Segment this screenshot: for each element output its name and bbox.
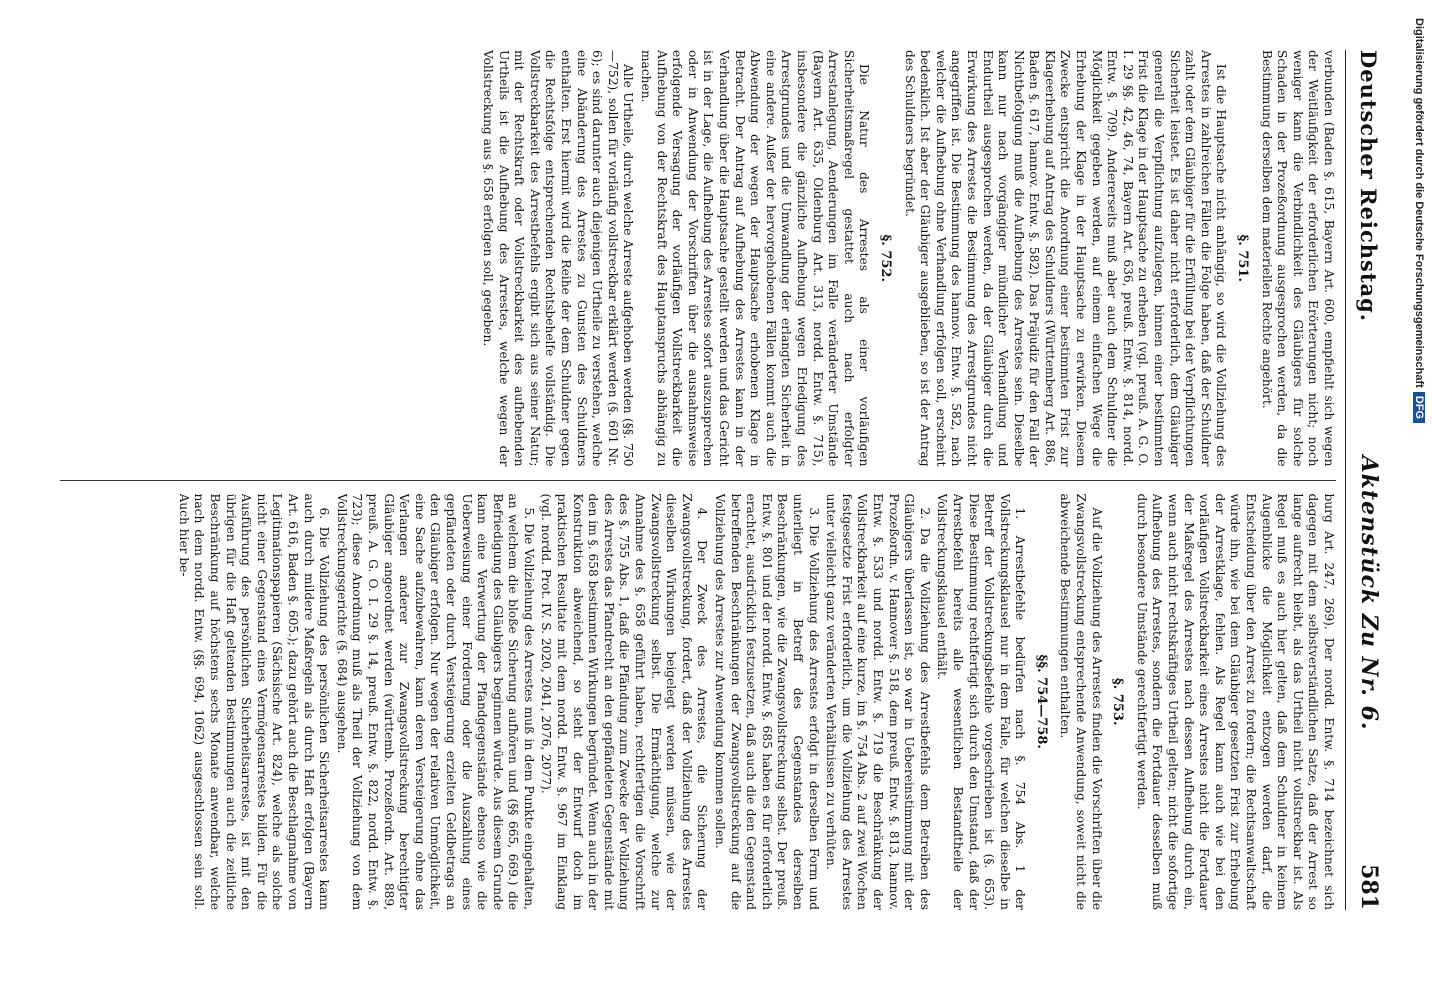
paragraph: burg Art. 247, 269). Der nordd. Entw. §. 714 bezeichnet sich dagegen mit dem selbstverständlichen Satze, daß der Arrest so lange aufrecht bleibt, als das Urtheil nicht vollstreckbar ist. Als Regel muß es auch hier gelten, daß dem Schuldner in keinem Augenblicke die Möglichkeit entzogen werden darf, die Entscheidung über den Arrest zu fordern; die Rechtsanwaltschaft würde ihn, wie bei dem Gläubiger gesetzten Frist zur Erhebung der Arrestklage, fehlen. Als Regel kann auch wie bei den vorläufigen Vollstreckbarkeit eines Arrestes nicht die Fortdauer der Maßregel des Arrestes nach dessen Aufhebung durch ein, wenn auch nicht rechtskräftiges Urtheil gelten; nicht die sofortige Aufhebung des Arrestes, sondern die Fortdauer desselben muß durch besondere Umstände gerechtfertigt werden. [1134, 493, 1336, 910]
dfg-watermark [1410, 18, 1430, 898]
watermark-text [1413, 18, 1425, 423]
section-heading: §. 751. [1235, 234, 1251, 282]
journal-title: Deutscher Reichstag. [1356, 50, 1382, 323]
paragraph: 4. Der Zweck des Arrestes, die Sicherung der Zwangsvollstreckung, fordert, daß der Vollziehung des Arrestes dieselben Wirkungen beigelegt werden müssen, wie der Zwangsvollstreckung selbst. Die Ermächtigung, welche zur Annahme des §. 658 geführt haben, rechtfertigen die Vorschrift des §. 755 Abs. 1, daß die Pfändung zum Zwecke der Vollziehung des Arrestes das Pfandrecht an den gepfändeten Gegenstände mit den im §. 658 bestimmten Wirkungen begründet. Wenn auch in der Konstruktion abweichend, so steht der Entwurf doch im praktischen Resultate mit dem nordd. Entw. §. 967 im Einklang (vgl. nordd. Prot. IV. S. 2020, 2041, 2076, 2077). [539, 493, 710, 910]
text-columns [60, 50, 1336, 910]
page-number: 581 [1356, 864, 1382, 910]
paragraph: 3. Die Vollziehung des Arrestes erfolgt in derselben Form und unterliegt in Betreff des Gegenstandes derselben Beschränkungen, wie die Zwangsvollstreckung selbst. Der preuß. Entw. §. 801 und der nordd. Entw. §. 685 haben es für erforderlich erachtet, ausdrücklich festzusetzen, daß auch die den Gegenstand betreffenden Beschränkungen der Zwangsvollstreckung auf die Vollziehung des Arrestes zur Anwendung kommen sollen. [713, 493, 821, 910]
paragraph: Alle Urtheile, durch welche Arreste aufgehoben werden (§§. 750—752), sollen für vorläufig vollstreckbar erklärt werden (§. 601 Nr. 6); es sind darunter auch diejenigen Urtheile zu verstehen, welche eine Abänderung des Arrestes zu Gunsten des Schuldners enthalten. Erst hiermit wird die Reihe der dem Schuldner gegen die Rechtsfolge entsprechenden Rechtsbehelfe vollständig. Die Vollstreckbarkeit des Arrestbefehls ergibt sich aus seiner Natur; mit der Rechtskraft oder Vollstreckbarkeit des aufhebenden Urtheils ist die Aufhebung des Arrestes, welche wegen der Vollstreckung aus §. 658 erfolgen soll, gegeben. [481, 50, 636, 467]
section-heading: §§. 754—758. [1033, 654, 1049, 749]
paragraph: Ist die Hauptsache nicht anhängig, so wird die Vollziehung des Arrestes in zahlreichen Fällen die Folge haben, daß der Schuldner zahlt oder dem Gläubiger für die Erfüllung bei der Verpflichtungen Sicherheit leistet. Es ist daher nicht erforderlich, dem Gläubiger generell die Verpflichtung aufzulegen, binnen einer bestimmten Frist die Klage in der Hauptsache zu erheben (vgl. preuß. A. G. O. I. 29 §§. 42, 46, 74, Bayern Art. 636, preuß. Entw. §. 814, nordd. Entw. §. 709). Andererseits muß aber auch dem Schuldner die Möglichkeit gegeben werden, auf einem einfachen Wege die Erhebung der Klage in der Hauptsache zu erwirken. Diesem Zwecke entspricht die Anordnung einer bestimmten Frist zur Klageerhebung auf Antrag des Schuldners (Württemberg Art. 886, Baden §. 617, hannov. Entw. §. 582). Das Präjudiz für den Fall der Nichtbefolgung muß die Aufhebung des Arrestes sein. Dieselbe kann nur nach vorgängiger mündlicher Verhandlung und Endurtheil ausgesprochen werden, da der Gläubiger durch die Erwirkung des Arrestes die Bestimmung des Arrestgrundes nicht angegriffen ist. Die Bestimmung des hannov. Entw. §. 582, nach welcher die Aufhebung ohne Verhandlung erfolgen soll, erscheint bedenklich. Ist aber der Gläubiger ausgeblieben, so ist der Antrag des Schuldners begründet. [902, 50, 1229, 467]
paragraph: 5. Die Vollziehung des Arrestes muß in dem Punkte eingehalten, an welchem die bloße Sicherung aufhören und (§§ 665, 669.) die Befriedigung des Gläubigers beginnen würde. Aus diesem Grunde kann eine Verwertung der Pfandgegenstände ebenso wie die Ueberweisung einer Forderung oder die Auszahlung eines gepfändeten oder durch Versteigerung erzielten Geldbetrags an den Gläubiger erfolgen. Nur wegen der relativen Unmöglichkeit, eine Sache aufzubewahren, kann deren Versteigerung ohne das Verlangen anderer zur Zwangsvollstreckung berechtigter Gläubiger angeordnet werden (württemb. Prozeßordn. Art. 889, preuß. A. G. O. I. 29 §. 14, preuß. Entw. §. 822, nordd. Entw. §. 723); diese Anordnung muß als Theil der Vollziehung von dem Vollstreckungsgerichte (§. 684) ausgehen. [334, 493, 536, 910]
right-column [60, 494, 1336, 911]
paragraph: Die Natur des Arrestes als einer vorläufigen Sicherheitsmaßregel gestattet auch nach erfolgter Arrestanlegung, Aenderungen im Falle veränderter Umstände (Bayern Art. 635, Oldenburg Art. 313, nordd. Entw. §. 715), insbesondere die gänzliche Aufhebung wegen Erledigung des Arrestgrundes und die Umwandlung der erlangten Sicherheit in eine andere. Außer der hervorgehobenen Fällen kommt auch die Abwendung der wegen der Hauptsache erhobenen Klage in Betracht. Der Antrag auf Aufhebung des Arrestes kann in der Verhandlung über die Hauptsache gestellt werden und das Gericht ist in der Lage, die Aufhebung des Arrestes sofort auszusprechen oder in Anwendung der Vorschriften über die ausnahmsweise erfolgende Versagung der vorläufigen Vollstreckbarkeit die Aufhebung von der Rechtskraft des Hauptanspruchs abhängig zu machen. [639, 50, 872, 467]
page-header [1345, 50, 1392, 910]
paragraph: 2. Da die Vollziehung des Arrestbefehls dem Betreiben des Gläubigers überlassen ist, so war in Uebereinstimmung mit der Prozeßordn. v. Hannover §. 518, dem preuß. Entw. §. 813, hannov. Entw. §. 533 und nordd. Entw. §. 719 die Beschränkung der Vollstreckbarkeit auf eine kurze, im §. 754 Abs. 2 auf zwei Wochen festgesetzte Frist erforderlich, um die Vollziehung des Arrestes unter vielleicht ganz veränderten Verhältnissen zu verhüten. [824, 493, 932, 910]
scanned-page [40, 10, 1400, 940]
column-divider [60, 480, 1336, 481]
paragraph: 1. Arrestbefehle bedürfen nach §. 754 Abs. 1 der Vollstreckungsklausel nur in dem Falle, für welchen dieselbe in Betreff der Vollstreckungsbefehle vorgeschrieben ist (§. 653). Diese Bestimmung rechtfertigt sich durch den Umstand, daß der Arrestbefehl bereits alle wesentlichen Bestandtheile der Vollstreckungsklausel enthält. [935, 493, 1028, 910]
watermark-caption: Digitalisierung gefördert durch die Deutsche Forschungsgemeinschaft [1413, 18, 1425, 388]
paragraph: verbunden (Baden §. 615, Bayern Art. 600, empfiehlt sich wegen der Weitläufigkeit der erforderlichen Erörterungen nicht; noch weniger kann die Verbindlichkeit des Gläubigers für solche Schaden in der Prozeßordnung ausgesprochen werden, da die Bestimmung derselben dem materiellen Rechte angehört. [1259, 50, 1336, 467]
paragraph: 6. Die Vollziehung des persönlichen Sicherheitsarrestes kann auch durch mildere Maßregeln als durch Haft erfolgen (Bayern Art. 616, Baden §. 605.); dazu gehört auch die Beschlagnahme von Legitimationspapieren (Sächsische Art. 824), welche als solche nicht einer Gegenstand eines Vermögensarrestes bilden. Für die Ausführung des persönlichen Sicherheitsarrestes, ist mit den übrigen für die Haft geltenden Bestimmungen auch die zeitliche Beschränkung auf höchstens sechs Monate anwendbar, welche nach dem nordd. Entw. (§§. 694, 1062) ausgeschlossen sein soll. Auch hier be- [176, 493, 332, 910]
dfg-logo: DFG [1413, 392, 1425, 423]
document-title: Aktenstück Zu Nr. 6. [1356, 455, 1382, 731]
section-heading: §. 753. [1110, 677, 1126, 726]
left-column [60, 50, 1336, 467]
section-heading: §. 752. [877, 234, 893, 282]
paragraph: Auf die Vollziehung des Arrestes finden die Vorschriften über die Zwangsvollstreckung entsprechende Anwendung, soweit nicht die abweichende Bestimmungen enthalten. [1058, 493, 1104, 910]
